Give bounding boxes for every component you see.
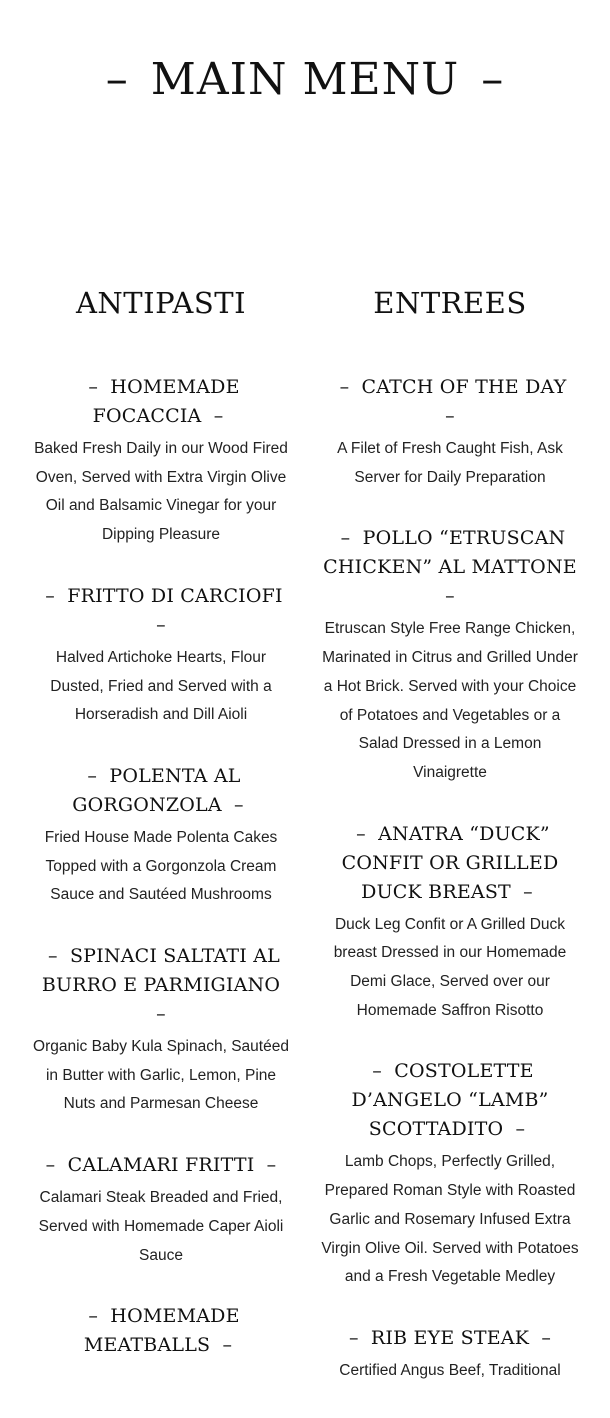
menu-item-description: Calamari Steak Breaded and Fried, Served with Homemade Caper Aioli Sauce [38, 1189, 284, 1264]
page-title-text: MAIN MENU [150, 54, 460, 105]
menu-item-description: Halved Artichoke Hearts, Flour Dusted, Fried and Served with a Horseradish and Dill Aioli [50, 648, 272, 724]
menu-item-homemade-focaccia [30, 373, 292, 550]
menu-item-title [30, 582, 292, 640]
title-dash: – [340, 527, 351, 550]
title-dash: – [445, 585, 455, 608]
menu-item-description: Certified Angus Beef, Traditional [339, 1361, 561, 1379]
menu-item-title [320, 373, 580, 431]
menu-item-description: Baked Fresh Daily in our Wood Fired Oven, Served with Extra Virgin Olive Oil and Balsamic Vinegar for your Dipping Pleasure [34, 440, 288, 544]
title-dash: – [87, 764, 98, 787]
menu-item-title [30, 762, 292, 820]
title-dash: – [348, 1326, 359, 1349]
menu-item-description: A Filet of Fresh Caught Fish, Ask Server for Daily Preparation [337, 440, 563, 486]
menu-item-name: COSTOLETTE D’ANGELO “LAMB” SCOTTADITO [351, 1060, 549, 1141]
title-dash: – [45, 1154, 56, 1177]
antipasti-list [30, 373, 292, 1360]
menu-item-title [320, 524, 580, 611]
menu-item-fritto-di-carciofi [30, 582, 292, 730]
entrees-list [320, 373, 580, 1386]
menu-item-pollo-etruscan [320, 524, 580, 787]
menu-item-rib-eye-steak [320, 1324, 580, 1386]
title-dash: – [356, 822, 366, 845]
menu-item-title [30, 1151, 292, 1180]
menu-item-description: Fried House Made Polenta Cakes Topped with a Gorgonzola Cream Sauce and Sautéed Mushrooms [44, 828, 278, 904]
title-dash-left: – [105, 54, 129, 105]
title-dash: – [541, 1326, 552, 1349]
menu-item-description: Lamb Chops, Perfectly Grilled, Prepared Roman Style with Roasted Garlic and Rosemary Infused Extra Virgin Olive Oil. Served with Potatoes and a Fresh Vegetable Medley [321, 1153, 579, 1286]
menu-item-name: HOMEMADE MEATBALLS [83, 1305, 240, 1357]
menu-item-description: Etruscan Style Free Range Chicken, Marinated in Citrus and Grilled Under a Hot Brick. Served with your Choice of Potatoes and Vegetables or a Salad Dressed in a Lemon Vinaigrette [322, 620, 578, 781]
title-dash: – [266, 1154, 277, 1177]
title-dash: – [222, 1334, 233, 1357]
menu-item-title [30, 373, 292, 431]
menu-item-spinaci-saltati [30, 942, 292, 1119]
menu-item-name: POLLO “ETRUSCAN CHICKEN” AL MATTONE [323, 527, 577, 579]
entrees-column [320, 280, 580, 1418]
menu-item-calamari-fritti [30, 1151, 292, 1270]
menu-item-title [30, 942, 292, 1029]
menu-item-name: FRITTO DI CARCIOFI [67, 584, 283, 607]
menu-item-name: POLENTA AL GORGONZOLA [72, 764, 241, 816]
page-title [0, 52, 610, 108]
menu-item-name: SPINACI SALTATI AL BURRO E PARMIGIANO [41, 945, 281, 997]
title-dash: – [339, 376, 350, 398]
menu-item-description: Organic Baby Kula Spinach, Sautéed in Butter with Garlic, Lemon, Pine Nuts and Parmesan Cheese [33, 1038, 289, 1113]
title-dash: – [445, 405, 455, 427]
title-dash: – [156, 1003, 166, 1026]
title-dash: – [45, 584, 55, 607]
title-dash: – [515, 1118, 526, 1141]
menu-item-name: RIB EYE STEAK [370, 1326, 530, 1349]
title-dash: – [234, 793, 244, 816]
menu-item-name: CATCH OF THE DAY [361, 376, 567, 398]
menu-item-costolette-lamb [320, 1057, 580, 1292]
title-dash: – [213, 405, 224, 427]
title-dash-right: – [481, 54, 505, 105]
menu-item-title [320, 820, 580, 907]
title-dash: – [48, 945, 58, 968]
menu-item-title [30, 1302, 292, 1360]
menu-item-name: ANATRA “DUCK” CONFIT OR GRILLED DUCK BREAST [341, 822, 559, 903]
title-dash: – [88, 376, 99, 398]
title-dash: – [156, 613, 166, 636]
menu-item-homemade-meatballs [30, 1302, 292, 1360]
menu-item-anatra-duck [320, 820, 580, 1026]
menu-item-name: HOMEMADE FOCACCIA [92, 376, 240, 427]
menu-item-description: Duck Leg Confit or A Grilled Duck breast Dressed in our Homemade Demi Glace, Served over our Homemade Saffron Risotto [333, 915, 567, 1019]
antipasti-heading: ANTIPASTI [75, 286, 247, 320]
menu-item-title [320, 1057, 580, 1144]
title-dash: – [372, 1060, 382, 1083]
menu-item-polenta-al-gorgonzola [30, 762, 292, 910]
antipasti-column [30, 280, 292, 1392]
menu-item-catch-of-the-day [320, 373, 580, 492]
entrees-heading: ENTREES [373, 286, 527, 320]
menu-item-title [320, 1324, 580, 1353]
title-dash: – [523, 880, 533, 903]
title-dash: – [88, 1305, 99, 1328]
menu-item-name: CALAMARI FRITTI [67, 1154, 255, 1177]
